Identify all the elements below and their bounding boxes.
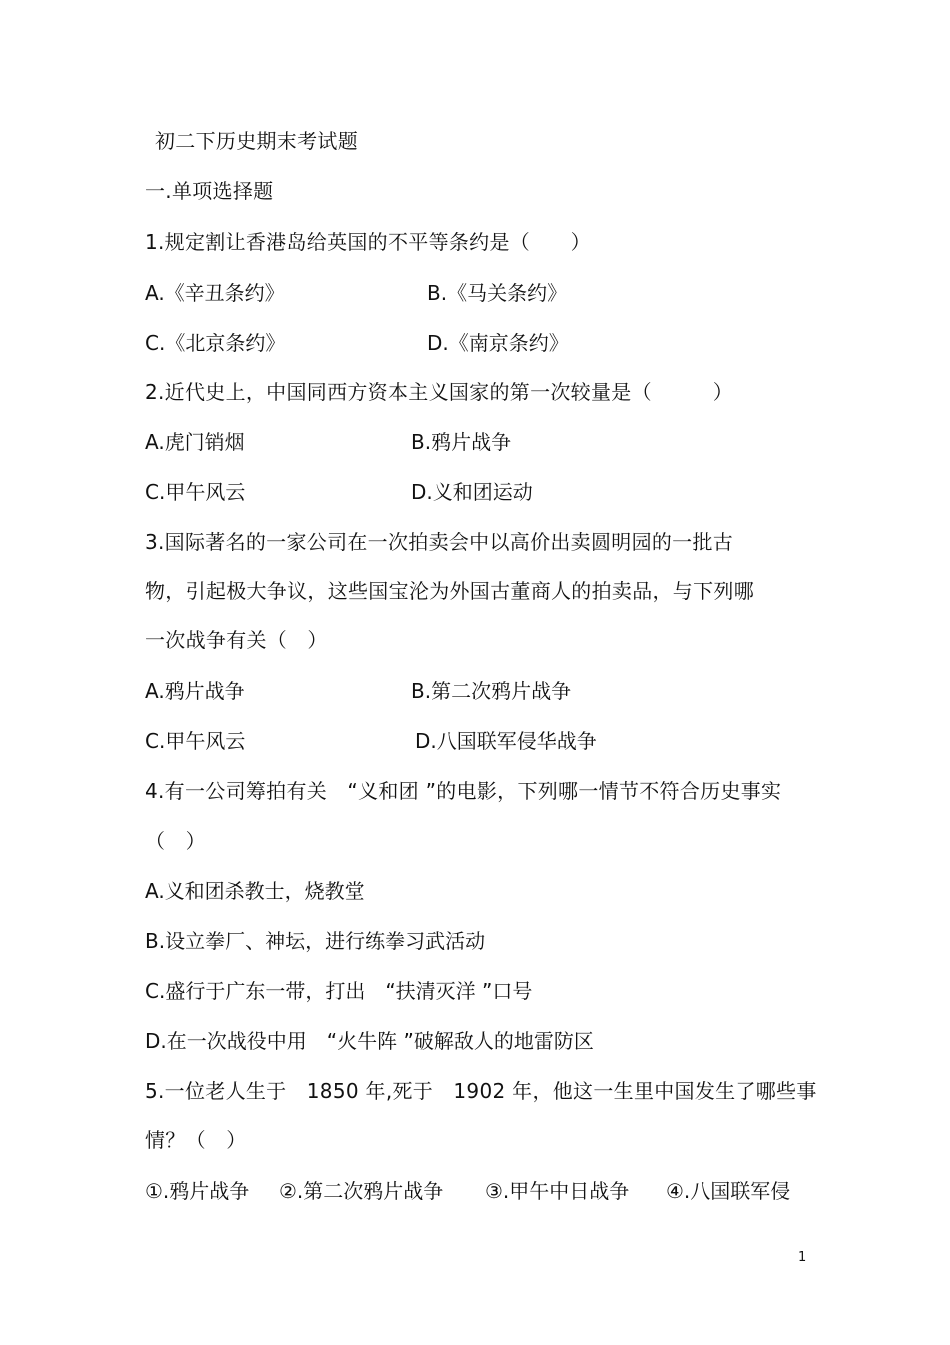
q2-option-d: D.义和团运动 [411, 480, 533, 504]
q1-option-a: A.《辛丑条约》 [145, 281, 285, 305]
q5-item-2: ②.第二次鸦片战争 [279, 1179, 444, 1203]
q5-item-3: ③.甲午中日战争 [485, 1179, 630, 1203]
q1-option-b: B.《马关条约》 [427, 281, 568, 305]
q4-option-c: C.盛行于广东一带，打出 “扶清灭洋 ”口号 [145, 979, 533, 1003]
page-number: 1 [798, 1250, 807, 1265]
q2-option-c: C.甲午风云 [145, 480, 246, 504]
q1-option-c: C.《北京条约》 [145, 331, 286, 355]
question-3-stem-line-1: 3.国际著名的一家公司在一次拍卖会中以高价出卖圆明园的一批古 [145, 530, 734, 554]
q4-option-d: D.在一次战役中用 “火牛阵 ”破解敌人的地雷防区 [145, 1029, 594, 1053]
q2-option-b: B.鸦片战争 [411, 430, 512, 454]
q2-option-a: A.虎门销烟 [145, 430, 245, 454]
q5-item-1: ①.鸦片战争 [145, 1179, 250, 1203]
q3-option-b: B.第二次鸦片战争 [411, 679, 572, 703]
section-heading: 一.单项选择题 [145, 179, 274, 203]
question-4-stem-line-2: （ ） [145, 829, 206, 853]
question-3-stem-line-3: 一次战争有关（ ） [145, 628, 328, 652]
q3-option-d: D.八国联军侵华战争 [415, 729, 597, 753]
question-4-stem-line-1: 4.有一公司筹拍有关 “义和团 ”的电影，下列哪一情节不符合历史事实 [145, 779, 782, 803]
q3-option-a: A.鸦片战争 [145, 679, 245, 703]
question-5-stem-line-1: 5.一位老人生于 1850 年,死于 1902 年，他这一生里中国发生了哪些事 [145, 1079, 817, 1103]
question-3-stem-line-2: 物，引起极大争议，这些国宝沦为外国古董商人的拍卖品，与下列哪 [145, 579, 754, 603]
q1-option-d: D.《南京条约》 [427, 331, 569, 355]
q4-option-a: A.义和团杀教士，烧教堂 [145, 879, 365, 903]
q3-option-c: C.甲午风云 [145, 729, 246, 753]
question-5-stem-line-2: 情？（ ） [145, 1128, 247, 1152]
question-1-stem: 1.规定割让香港岛给英国的不平等条约是（ ） [145, 230, 591, 254]
question-2-stem: 2.近代史上，中国同西方资本主义国家的第一次较量是（ ） [145, 380, 734, 404]
q4-option-b: B.设立拳厂、神坛，进行练拳习武活动 [145, 929, 486, 953]
q5-item-4: ④.八国联军侵 [666, 1179, 791, 1203]
exam-title: 初二下历史期末考试题 [155, 129, 358, 153]
